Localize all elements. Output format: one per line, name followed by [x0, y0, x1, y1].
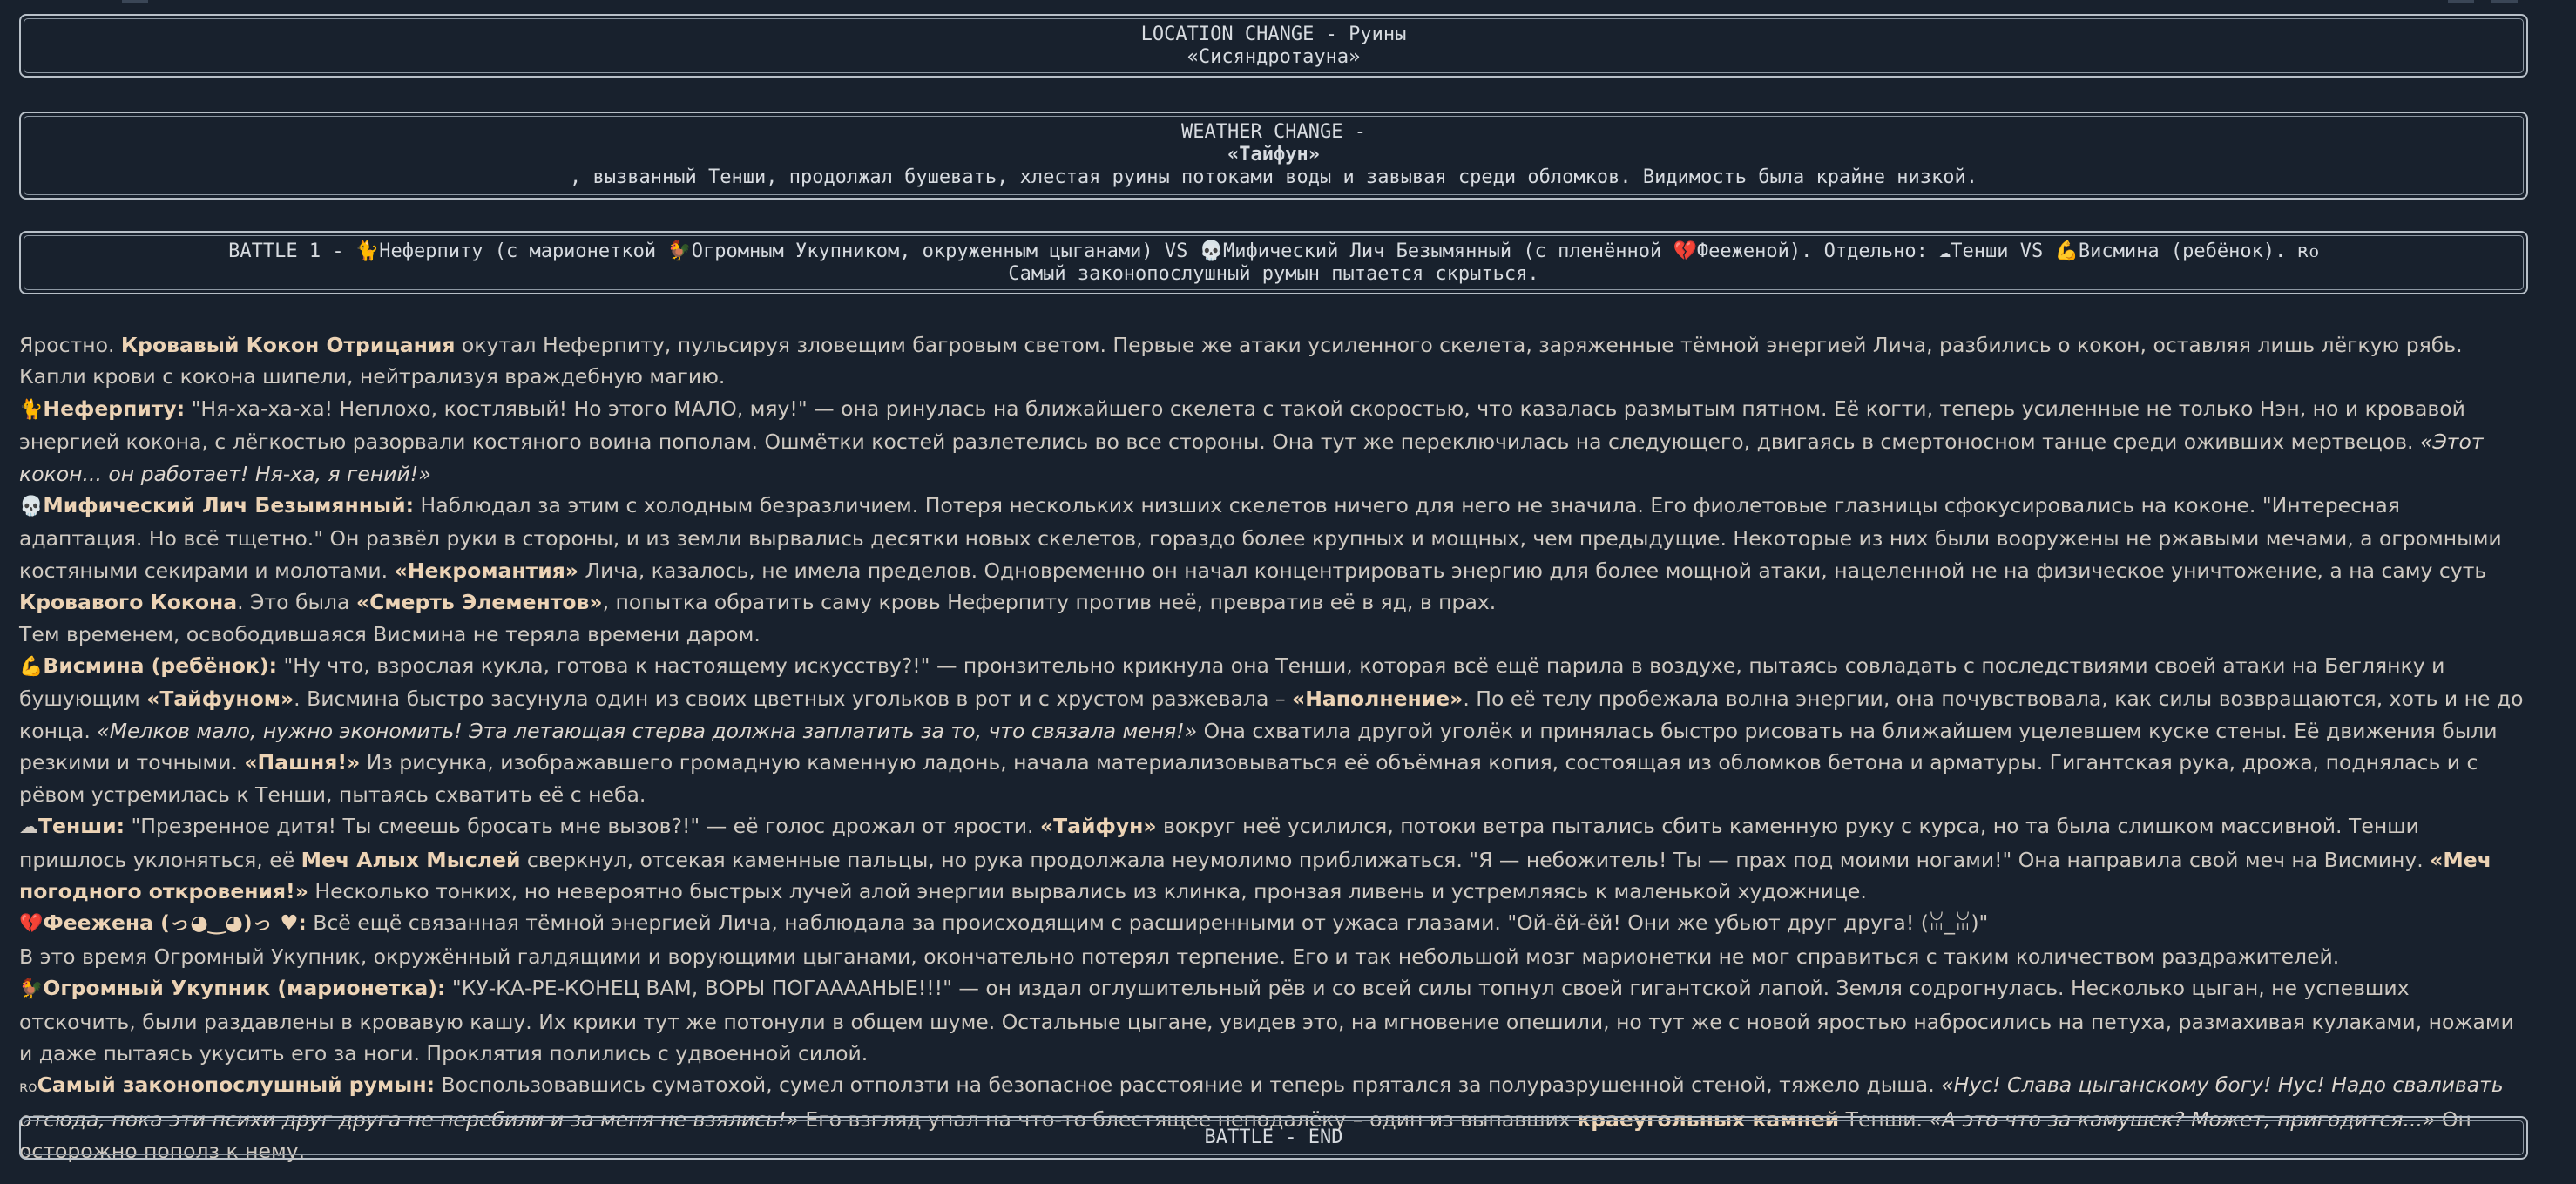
narrative-paragraph: 💔Фееженa (っ◕‿◕)っ ♥: Всё ещё связанная тёмной энергией Лича, наблюдала за происходящим с расширенными от ужаса глазами. "Ой-ёй-ёй! Они же убьют друг друга! (ꈍ_ꈍ)" [19, 910, 1989, 936]
cloud-icon: ☁ [19, 816, 38, 839]
narrative-paragraph: В это время Огромный Укупник, окружённый галдящими и ворующими цыганами, окончательно потерял терпение. Его и так небольшой мозг марионетки не мог справиться с таким количеством раздражителей. [19, 944, 2340, 969]
location-name: «Сисяндротауна» [1187, 46, 1361, 68]
speaker-name: Огромный Укупник (марионетка): [43, 976, 446, 1001]
narrative-paragraph: 💀Мифический Лич Безымянный: Наблюдал за этим с холодным безразличием. Потеря нескольких низших скелетов ничего для него не значила. Его фиолетовые глазницы сфокусировались на коконе. "Интересная адаптация. Но всё тщетно." Он развёл руки в стороны, и из земли вырвались десятки новых скелетов, гораздо более крупных и мощных, чем предыдущие. Некоторые из них были вооружены не ржавыми мечами, а огромными костяными секирами и молотами. «Некромантия» Лича, казалось, не имела пределов. Одновременно он начал концентрировать энергию для более мощной атаки, нацеленной не на физическое уничтожение, а на саму суть Кровавого Кокона. Это была «Смерть Элементов», попытка обратить саму кровь Неферпиту против неё, превратив её в яд, в прах. [19, 493, 2502, 615]
location-change-box [19, 14, 2528, 78]
speaker-name: Висмина (ребёнок): [43, 653, 277, 679]
speaker-name: Тенши: [38, 814, 125, 839]
speaker-name: Мифический Лич Безымянный: [43, 493, 415, 518]
ro-badge-icon: ʀᴏ [19, 1079, 37, 1097]
top-strip-mark [122, 0, 148, 3]
weather-name: «Тайфун» [1227, 144, 1320, 166]
battle-participants: BATTLE 1 - 🐈Неферпиту (с марионеткой 🐓Огромным Укупником, окруженным цыганами) VS 💀Мифический Лич Безымянный (с пленённой 💔Фееженой). Отдельно: ☁Тенши VS 💪Висмина (ребёнок). ʀᴏ [228, 240, 2319, 262]
location-change-title: LOCATION CHANGE - Руины [1140, 24, 1407, 45]
narrative-paragraph: ☁Тенши: "Презренное дитя! Ты смеешь бросать мне вызов?!" — её голос дрожал от ярости. «Тайфун» вокруг неё усилился, потоки ветра пытались сбить каменную руку с курса, но та была слишком массивной. Тенши пришлось уклоняться, её Меч Алых Мыслей сверкнул, отсекая каменные пальцы, но рука продолжала неумолимо приближаться. "Я — небожитель! Ты — прах под моими ногами!" Она направила свой меч на Висмину. «Меч погодного откровения!» Несколько тонких, но невероятно быстрых лучей алой энергии вырвались из клинка, пронзая ливень и устремляясь к маленькой художнице. [19, 814, 2491, 903]
battle-narrative [19, 329, 2528, 1167]
top-strip-mark [2491, 0, 2518, 3]
broken-heart-icon: 💔 [19, 913, 44, 936]
narrative-paragraph: 🐈Неферпиту: "Ня-ха-ха-ха! Неплохо, костлявый! Но этого МАЛО, мяу!" — она ринулась на ближайшего скелета с такой скоростью, что казалась размытым пятном. Её когти, теперь усиленные не только Нэн, но и кровавой энергией кокона, с лёгкостью разорвали костяного воина пополам. Ошмётки костей разлетелись во все стороны. Она тут же переключилась на следующего, двигаясь в смертоносном танце среди оживших мертвецов. «Этот кокон... он работает! Ня-ха, я гений!» [19, 396, 2484, 486]
narrative-paragraph: 💪Висмина (ребёнок): "Ну что, взрослая кукла, готова к настоящему искусству?!" — пронзительно крикнула она Тенши, которая всё ещё парила в воздухе, пытаясь совладать с последствиями своей атаки на Беглянку и бушующим «Тайфуном». Висмина быстро засунула один из своих цветных угольков в рот и с хрустом разжевала – «Наполнение». По её телу пробежала волна энергии, она почувствовала, как силы возвращаются, хоть и не до конца. «Мелков мало, нужно экономить! Эта летающая стерва должна заплатить за то, что связала меня!» Она схватила другой уголёк и принялась быстро рисовать на ближайшем уцелевшем куске стены. Её движения были резкими и точными. «Пашня!» Из рисунка, изображавшего громадную каменную ладонь, начала материализовываться её объёмная копия, состоящая из обломков бетона и арматуры. Гигантская рука, дрожа, поднялась и с рёвом устремилась к Тенши, пытаясь схватить её с неба. [19, 653, 2524, 807]
battle-end-title: BATTLE - END [1204, 1126, 1343, 1148]
narrative-paragraph: 🐓Огромный Укупник (марионетка): "КУ-КА-РЕ-КОНЕЦ ВАМ, ВОРЫ ПОГААААНЫЕ!!!" — он издал оглушительный рёв и со всей силы топнул своей гигантской лапой. Земля содрогнулась. Несколько цыган, не успевших отскочить, были раздавлены в кровавую кашу. Их крики тут же потонули в общем шуме. Остальные цыгане, увидев это, на мгновение опешили, но тут же с новой яростью набросились на петуха, размахивая кулаками, ножами и даже пытаясь укусить его за ноги. Проклятия полились с удвоенной силой. [19, 976, 2514, 1066]
skull-icon: 💀 [19, 496, 44, 518]
speaker-name: Самый законопослушный румын: [37, 1072, 436, 1098]
battle-start-box [19, 231, 2528, 294]
weather-description: , вызванный Тенши, продолжал бушевать, хлестая руины потоками воды и завывая среди обломков. Видимость была крайне низкой. [570, 166, 1978, 188]
narrative-paragraph: Яростно. Кровавый Кокон Отрицания окутал Неферпиту, пульсируя зловещим багровым светом. Первые же атаки усиленного скелета, заряженные тёмной энергией Лича, разбились о кокон, оставляя лишь лёгкую рябь. Капли крови с кокона шипели, нейтрализуя враждебную магию. [19, 333, 2463, 389]
flexed-biceps-icon: 💪 [19, 656, 44, 679]
speaker-name: Фееженa (っ◕‿◕)っ ♥: [43, 910, 307, 936]
cat-icon: 🐈 [19, 398, 44, 421]
rooster-icon: 🐓 [19, 978, 44, 1001]
top-strip-mark [2448, 0, 2474, 3]
weather-change-box [19, 112, 2528, 200]
window-top-strip [0, 0, 2576, 5]
battle-note: Самый законопослушный румын пытается скрыться. [1008, 263, 1539, 285]
speaker-name: Неферпиту: [43, 396, 186, 421]
narrative-paragraph: Тем временем, освободившаяся Висмина не теряла времени даром. [19, 621, 761, 646]
narrative-paragraph: ʀᴏСамый законопослушный румын: Воспользовавшись суматохой, сумел отползти на безопасное расстояние и теперь прятался за полуразрушенной стеной, тяжело дыша. «Нус! Слава цыганскому богу! Нус! Надо сваливать отсюда, пока эти психи друг друга не перебили и за меня не взялись!» Его взгляд упал на что-то блестящее неподалёку – один из выпавших краеугольных камней Тенши. «А это что за камушек? Может, пригодится...» Он осторожно пополз к нему. [19, 1072, 2504, 1164]
weather-change-title: WEATHER CHANGE - [1181, 121, 1366, 143]
battle-end-box [19, 1116, 2528, 1160]
